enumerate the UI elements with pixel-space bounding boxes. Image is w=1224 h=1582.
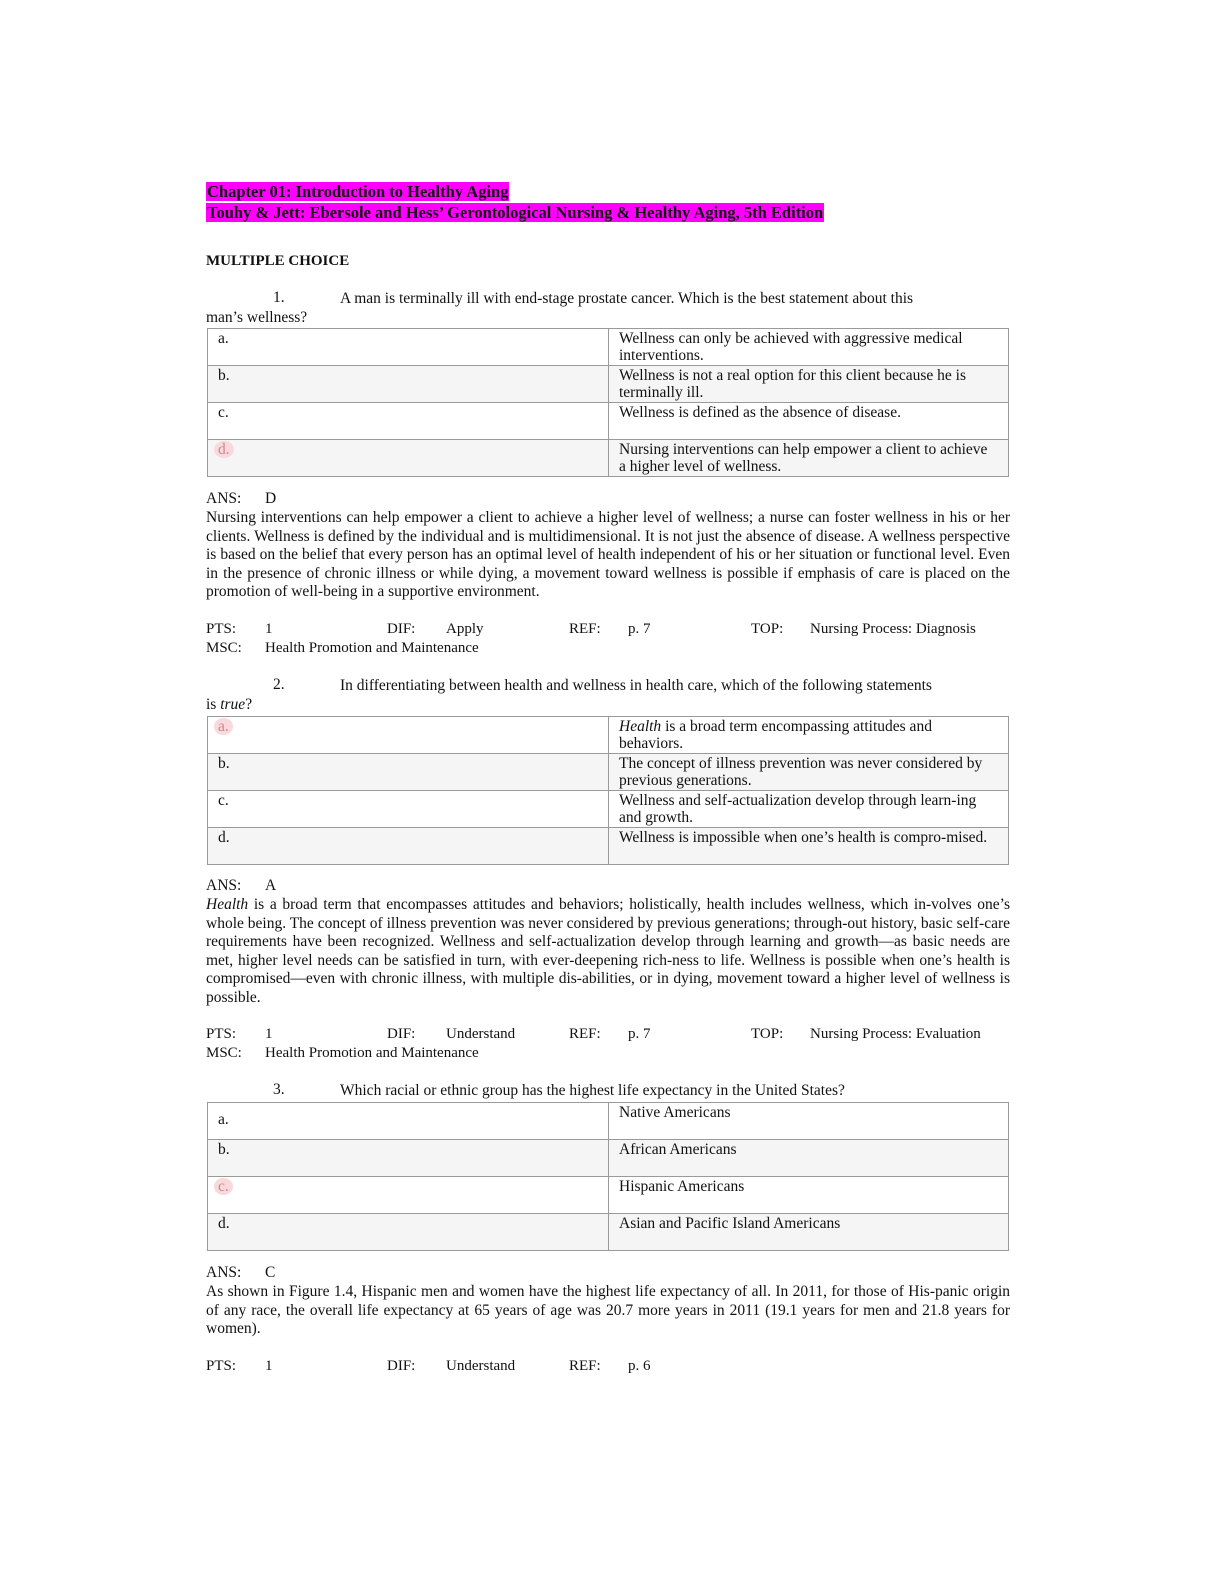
book-title-text: Touhy & Jett: Ebersole and Hess’ Gerontological Nursing & Healthy Aging, 5th Edition bbox=[207, 203, 824, 222]
book-title bbox=[206, 203, 824, 223]
option-text: African Americans bbox=[609, 1140, 1009, 1177]
option-row[interactable] bbox=[208, 366, 1009, 403]
rationale: Nursing interventions can help empower a client to achieve a higher level of wellness; a nurse can foster wellness in his or her clients. Wellness is defined by the individual and is multidimensional. It is not just the absence of disease. A wellness perspective is based on the belief that every person has an optimal level of health independent of his or her situation or functional level. Even in the presence of chronic illness or while dying, a movement toward wellness is possible if emphasis of care is placed on the promotion of well-being in a supportive environment. bbox=[206, 509, 1010, 600]
option-letter: d. bbox=[208, 828, 609, 865]
option-text: Wellness is not a real option for this client because he is terminally ill. bbox=[609, 366, 1009, 403]
option-letter: b. bbox=[208, 1140, 609, 1177]
msc-label: MSC: bbox=[206, 640, 242, 656]
option-text: Wellness can only be achieved with aggressive medical interventions. bbox=[609, 329, 1009, 366]
option-text: Native Americans bbox=[609, 1103, 1009, 1140]
answer-value: A bbox=[265, 877, 277, 894]
option-text: Wellness is defined as the absence of disease. bbox=[609, 403, 1009, 440]
ref-label: REF: bbox=[569, 1358, 601, 1374]
pts-label: PTS: bbox=[206, 1026, 237, 1042]
ref-value: p. 6 bbox=[628, 1358, 651, 1374]
ref-label: REF: bbox=[569, 1026, 601, 1042]
correct-answer-marker: d. bbox=[214, 441, 234, 458]
question-3-number: 3. bbox=[273, 1081, 285, 1098]
option-letter-correct bbox=[208, 717, 609, 754]
question-3-stem-line1: Which racial or ethnic group has the highest life expectancy in the United States? bbox=[340, 1082, 845, 1099]
option-row[interactable] bbox=[208, 1103, 1009, 1140]
option-letter-correct bbox=[208, 1177, 609, 1214]
option-row[interactable] bbox=[208, 754, 1009, 791]
option-row[interactable] bbox=[208, 440, 1009, 477]
question-1-options bbox=[207, 328, 1009, 477]
answer-value: D bbox=[265, 490, 277, 507]
pts-label: PTS: bbox=[206, 1358, 237, 1374]
top-label: TOP: bbox=[751, 1026, 784, 1042]
dif-value: Understand bbox=[446, 1358, 516, 1374]
option-row[interactable] bbox=[208, 1140, 1009, 1177]
question-1-msc bbox=[206, 640, 1010, 659]
ref-value: p. 7 bbox=[628, 621, 651, 637]
rationale bbox=[206, 896, 1010, 1007]
option-text: Wellness and self-actualization develop through learn-ing and growth. bbox=[609, 791, 1009, 828]
question-2-number: 2. bbox=[273, 676, 285, 693]
pts-value: 1 bbox=[265, 1358, 273, 1374]
pts-value: 1 bbox=[265, 1026, 273, 1042]
question-1-number: 1. bbox=[273, 289, 285, 306]
pts-label: PTS: bbox=[206, 621, 237, 637]
rationale: As shown in Figure 1.4, Hispanic men and women have the highest life expectancy of all. In 2011, for those of His-panic origin of any race, the overall life expectancy at 65 years of age was 20.7 more years in 2011 (19.1 years for men and 21.8 years for women). bbox=[206, 1283, 1010, 1337]
option-text: Asian and Pacific Island Americans bbox=[609, 1214, 1009, 1251]
question-2-stem bbox=[206, 676, 996, 714]
option-text: Hispanic Americans bbox=[609, 1177, 1009, 1214]
option-text: Nursing interventions can help empower a client to achieve a higher level of wellness. bbox=[609, 440, 1009, 477]
option-text-em: Health bbox=[619, 718, 662, 735]
chapter-title bbox=[206, 182, 509, 202]
question-2-stem-em: true bbox=[220, 696, 246, 713]
option-letter: a. bbox=[208, 1103, 609, 1140]
top-value: Nursing Process: Evaluation bbox=[810, 1026, 981, 1042]
question-2-stem-pre: is bbox=[206, 696, 221, 713]
option-letter: b. bbox=[208, 366, 609, 403]
option-row[interactable] bbox=[208, 1214, 1009, 1251]
ref-value: p. 7 bbox=[628, 1026, 651, 1042]
option-letter: d. bbox=[208, 1214, 609, 1251]
top-value: Nursing Process: Diagnosis bbox=[810, 621, 976, 637]
option-text: Wellness is impossible when one’s health is compro-mised. bbox=[609, 828, 1009, 865]
option-row[interactable] bbox=[208, 403, 1009, 440]
question-2-stem-post: ? bbox=[245, 696, 253, 713]
rationale-em: Health bbox=[206, 896, 249, 913]
correct-answer-marker: a. bbox=[214, 718, 233, 735]
msc-value: Health Promotion and Maintenance bbox=[265, 640, 479, 656]
msc-value: Health Promotion and Maintenance bbox=[265, 1045, 479, 1061]
question-3-meta bbox=[206, 1358, 1010, 1377]
question-1-stem-line2: man’s wellness? bbox=[206, 309, 308, 326]
question-2-options bbox=[207, 716, 1009, 865]
option-row[interactable] bbox=[208, 828, 1009, 865]
pts-value: 1 bbox=[265, 621, 273, 637]
option-letter: c. bbox=[208, 791, 609, 828]
answer-label: ANS: bbox=[206, 490, 242, 507]
dif-value: Apply bbox=[446, 621, 484, 637]
rationale-rest: is a broad term that encompasses attitudes and behaviors; holistically, health includes wellness, which in-volves one’s whole being. The concept of illness prevention was never considered by previous generations; through-out history, basic self-care requirements have been recognized. Wellness and self-actualization develop through learning and growth—as basic needs are met, higher level needs can be satisfied in turn, with ever-deepening rich-ness to life. Wellness is possible when one’s health is compromised—even with chronic illness, with multiple dis-abilities, or in dying, movement toward a higher level of wellness is possible. bbox=[206, 896, 1010, 1006]
option-letter: b. bbox=[208, 754, 609, 791]
question-1-stem bbox=[206, 289, 996, 327]
question-3-stem bbox=[206, 1081, 996, 1100]
option-row[interactable] bbox=[208, 791, 1009, 828]
question-2-stem-line1: In differentiating between health and wellness in health care, which of the following statements bbox=[340, 677, 932, 694]
dif-label: DIF: bbox=[387, 1026, 416, 1042]
option-row[interactable] bbox=[208, 717, 1009, 754]
msc-label: MSC: bbox=[206, 1045, 242, 1061]
dif-value: Understand bbox=[446, 1026, 516, 1042]
question-3-options bbox=[207, 1102, 1009, 1251]
dif-label: DIF: bbox=[387, 1358, 416, 1374]
correct-answer-marker: c. bbox=[214, 1178, 233, 1195]
question-2-msc bbox=[206, 1045, 1010, 1064]
answer-label: ANS: bbox=[206, 877, 242, 894]
question-2-meta bbox=[206, 1026, 1010, 1045]
answer-label: ANS: bbox=[206, 1264, 242, 1281]
ref-label: REF: bbox=[569, 621, 601, 637]
chapter-title-text: Chapter 01: Introduction to Healthy Aging bbox=[207, 182, 509, 201]
top-label: TOP: bbox=[751, 621, 784, 637]
option-letter: a. bbox=[208, 329, 609, 366]
option-letter: c. bbox=[208, 403, 609, 440]
section-title: MULTIPLE CHOICE bbox=[206, 253, 350, 269]
option-text bbox=[609, 717, 1009, 754]
question-1-meta bbox=[206, 621, 1010, 640]
option-row[interactable] bbox=[208, 1177, 1009, 1214]
option-text-rest: is a broad term encompassing attitudes and behaviors. bbox=[619, 718, 932, 752]
option-letter-correct bbox=[208, 440, 609, 477]
question-1-stem-line1: A man is terminally ill with end-stage prostate cancer. Which is the best statement about this bbox=[340, 290, 914, 307]
answer-value: C bbox=[265, 1264, 276, 1281]
option-row[interactable] bbox=[208, 329, 1009, 366]
option-text: The concept of illness prevention was never considered by previous generations. bbox=[609, 754, 1009, 791]
dif-label: DIF: bbox=[387, 621, 416, 637]
